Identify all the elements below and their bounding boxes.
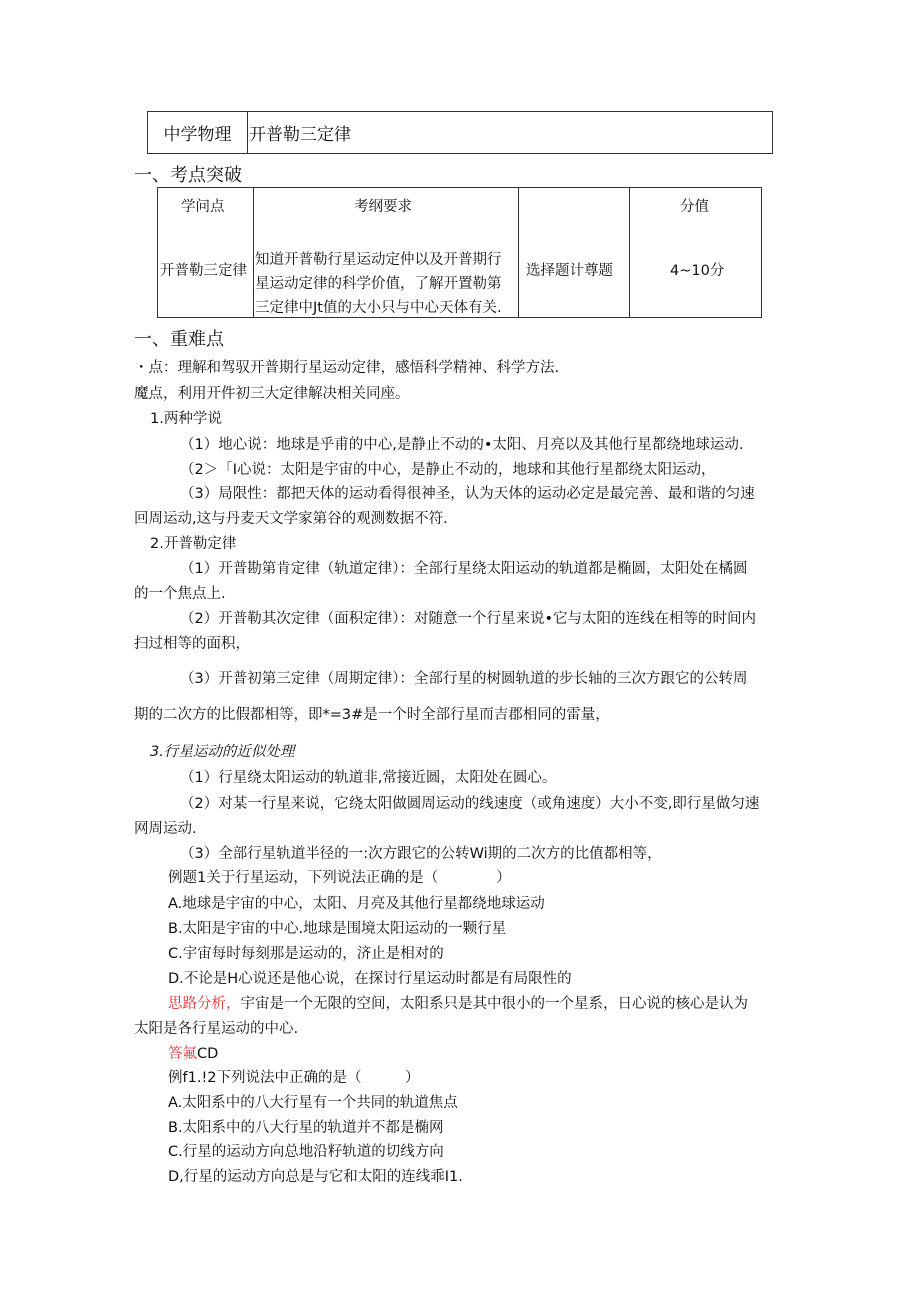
row-knowledge-point: 开普勒三定律 bbox=[160, 263, 247, 279]
syllabus-table bbox=[157, 187, 762, 318]
example-2-option-d: D,行星的运动方向总是与它和太阳的连线乖I1. bbox=[168, 1169, 463, 1185]
paragraph-line: （1）行星绕太阳运动的轨道非,常接近圆，太阳处在圆心。 bbox=[180, 770, 557, 786]
row-type: 选择题计尊题 bbox=[526, 263, 613, 279]
analysis-line-2: 太阳是各行星运动的中心. bbox=[134, 1021, 299, 1037]
header-table bbox=[147, 111, 773, 154]
analysis-text: 宇宙是一个无限的空间，太阳系只是其中很小的一个星系，日心说的核心是认为 bbox=[240, 996, 748, 1012]
paragraph-line: （3）局限性：都把天体的运动看得很神圣，认为天体的运动必定是最完善、最和谐的匀速 bbox=[180, 486, 755, 502]
answer-label: 答氟 bbox=[168, 1046, 197, 1062]
example-1-option-b: B.太阳是宇宙的中心.地球是围境太阳运动的一颗行星 bbox=[168, 921, 507, 937]
paragraph-line: 回周运动,这与丹麦天文学家第谷的观测数据不符. bbox=[134, 511, 448, 527]
example-2-question: 例f1.!2下列说法中正确的是（ ） bbox=[168, 1070, 420, 1086]
topic-cell: 开普勒三定律 bbox=[249, 125, 351, 145]
focus-line: ・点：理解和驾驭开普期行星运动定律，感悟科学精神、科学方法. bbox=[134, 360, 560, 376]
row-score: 4~10分 bbox=[670, 263, 725, 279]
paragraph-line: （2）开普勒其次定律（面积定律）：对随意一个行星来说•它与太阳的连线在相等的时间内 bbox=[180, 611, 757, 627]
subsection-title: 3.行星运动的近似处理 bbox=[150, 744, 295, 760]
analysis-line bbox=[168, 992, 748, 1013]
example-2-option-c: C.行星的运动方向总地沿籽轨道的切线方向 bbox=[168, 1144, 444, 1160]
answer-value: CD bbox=[197, 1046, 219, 1062]
row-requirement-line-3: 三定律中Jt值的大小只与中心天体有关. bbox=[255, 300, 502, 316]
header-requirement: 考纲要求 bbox=[354, 199, 412, 215]
paragraph-line: （1）地心说：地球是乎甫的中心,是静止不动的•太阳、月亮以及其他行星都绕地球运动. bbox=[180, 437, 744, 453]
row-requirement-line-1: 知道开普勒行星运动定仲以及开普期行 bbox=[255, 252, 502, 268]
table-divider bbox=[518, 188, 519, 317]
paragraph-line: 的一个焦点上. bbox=[134, 586, 226, 602]
example-1-option-a: A.地球是宇宙的中心，太阳、月亮及其他行星都绕地球运动 bbox=[168, 896, 545, 912]
paragraph-line: （2）对某一行星来说，它绕太阳做圆周运动的线速度（或角速度）大小不变,即行星做匀速 bbox=[180, 796, 760, 812]
header-score: 分值 bbox=[680, 199, 709, 215]
row-requirement-line-2: 星运动定律的科学价值，了解开置勒第 bbox=[255, 276, 502, 292]
example-1-option-d: D.不论是H心说还是他心说，在探讨行星运动时都是有局限性的 bbox=[168, 971, 572, 987]
example-1-question: 例题1关于行星运动，下列说法正确的是（ ） bbox=[168, 870, 511, 886]
table-divider bbox=[629, 188, 630, 317]
paragraph-line: （3）开普初第三定律（周期定律）：全部行星的树圆轨道的步长轴的三次方跟它的公转周 bbox=[180, 671, 748, 687]
example-2-option-b: B.太阳系中的八大行星的轨道并不都是椭网 bbox=[168, 1120, 444, 1136]
paragraph-line: 扫过相等的面积， bbox=[134, 636, 250, 652]
answer-line bbox=[168, 1042, 218, 1063]
example-1-option-c: C.宇宙每时每刻那是运动的，济止是相对的 bbox=[168, 946, 444, 962]
table-divider bbox=[253, 188, 254, 317]
header-knowledge-point: 学问点 bbox=[181, 199, 225, 215]
section-difficulty-title: 一、重难点 bbox=[134, 329, 224, 350]
subject-cell: 中学物理 bbox=[148, 112, 248, 153]
section-key-points-title: 一、考点突破 bbox=[134, 165, 242, 186]
analysis-label: 思路分析， bbox=[168, 996, 241, 1012]
example-2-option-a: A.太阳系中的八大行星有一个共同的轨道焦点 bbox=[168, 1095, 458, 1111]
paragraph-line: （2＞「I心说：太阳是宇宙的中心，是静止不动的，地球和其他行星都绕太阳运动， bbox=[180, 462, 716, 478]
paragraph-line: （1）开普勘第肯定律（轨道定律）：全部行星绕太阳运动的轨道都是椭圆，太阳处在橘圆 bbox=[180, 561, 748, 577]
difficult-line: 魔点，利用开件初三大定律解决相关同座。 bbox=[134, 386, 410, 402]
paragraph-line: （3）全部行星轨道半径的一:次方跟它的公转Wi期的二次方的比值都相等， bbox=[180, 846, 662, 862]
paragraph-line: 网周运动. bbox=[134, 821, 197, 837]
subsection-title: 2.开普勒定律 bbox=[150, 536, 237, 552]
subsection-title: 1.两种学说 bbox=[150, 411, 222, 427]
paragraph-line: 期的二次方的比假都相等，即*=3#是一个时全部行星而吉郡相同的雷量， bbox=[134, 707, 610, 723]
